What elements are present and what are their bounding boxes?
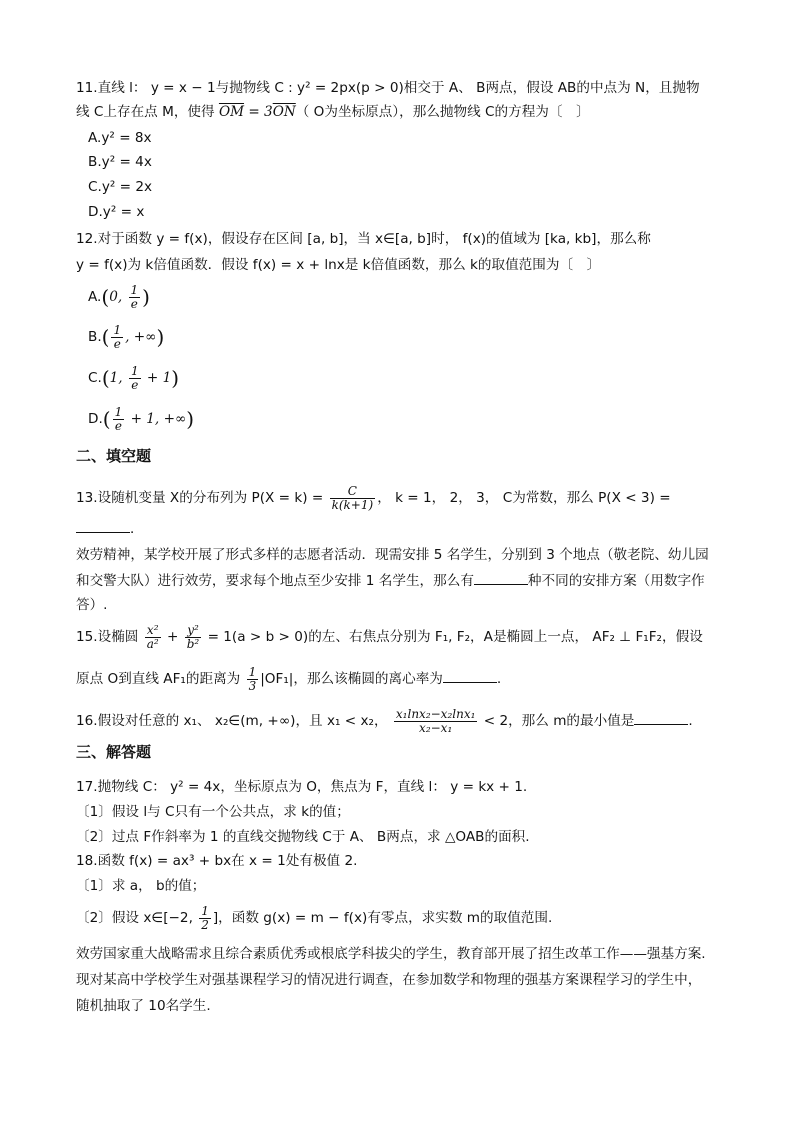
option-label: A. [88,289,102,305]
q12-option-c [88,363,179,393]
q11-line2-tail: （ O为坐标原点），那么抛物线 C的方程为〔 〕 [295,104,590,120]
q15-text-tail: |OF₁|，那么该椭圆的离心率为 [260,671,443,687]
q13-text: 13.设随机变量 X的分布列为 P(X = k) = [76,490,328,506]
option-text: + 1 [142,370,172,386]
q17-line2: 〔1〕假设 l与 C只有一个公共点，求 k的值； [76,804,350,820]
q11-option-a: A.y² = 8x [88,130,152,146]
q12-option-a [88,282,150,312]
q13-line2 [76,518,144,539]
fraction [247,666,259,693]
paren-open: ( [101,325,110,349]
denominator: 2 [201,917,209,932]
denominator: a² [146,636,159,651]
fraction-y [185,624,202,651]
denominator: e [131,377,139,392]
answer-blank[interactable] [634,710,688,725]
equals-three: = 3 [244,104,273,120]
denominator: x₂−x₁ [419,720,453,735]
paren-open: ( [102,407,111,431]
q11-line2-text: 线 C上存在点 M，使得 [76,104,219,120]
q11-option-d: D.y² = x [88,204,145,220]
period: ． [130,521,144,537]
q18-text: 〔2〕假设 x∈[−2, [76,910,198,926]
denominator: e [114,418,122,433]
q12-option-b [88,322,164,352]
section-heading-solutions: 三、解答题 [76,743,152,761]
denominator: b² [186,636,200,651]
q15-text-tail: = 1(a > b > 0)的左、右焦点分别为 F₁, F₂，A是椭圆上一点， AF₂ ⊥ F₁F₂，假设 [203,629,703,645]
q19-line3: 随机抽取了 10名学生. [76,998,211,1014]
q18-text-tail: ]，函数 g(x) = m − f(x)有零点，求实数 m的取值范围. [212,910,553,926]
numerator: 1 [113,322,122,337]
q18-line3 [76,903,552,933]
paren-close: ) [186,407,195,431]
numerator: 1 [114,404,123,419]
denominator: 3 [248,678,257,693]
q14-text-tail: 种不同的安排方案（用数字作 [527,573,705,589]
numerator: x₁lnx₂−x₂lnx₁ [395,706,476,721]
option-text: 0, [109,289,127,305]
option-label: D. [88,411,103,427]
q12-line2: y = f(x)为 k倍值函数．假设 f(x) = x + lnx是 k倍值函数，那么 k的取值范围为〔 〕 [76,257,601,273]
numerator: C [330,485,376,499]
answer-blank[interactable] [474,570,528,585]
q13-line1 [76,484,671,512]
numerator: x² [145,624,161,638]
fraction [394,708,478,735]
q12-option-d [88,404,194,434]
numerator: 1 [248,664,257,679]
q18-line1: 18.函数 f(x) = ax³ + bx在 x = 1处有极值 2. [76,853,358,869]
q19-line1: 效劳国家重大战略需求且综合素质优秀或根底学科拔尖的学生，教育部开展了招生改革工作——强基方案. [76,946,706,962]
q16-line1 [76,706,693,736]
option-text: , +∞ [125,329,157,345]
q17-line1: 17.抛物线 C： y² = 4x，坐标原点为 O，焦点为 F，直线 l： y = kx + 1. [76,779,528,795]
vector-on: $\overline{ON}$ [272,104,296,120]
answer-blank[interactable] [443,668,497,683]
q13-text-tail: ， k = 1， 2， 3， C为常数，那么 P(X < 3) = [377,490,671,506]
vector-om: $\overline{OM}$ [218,104,245,120]
fraction [111,324,123,351]
q15-line2 [76,664,501,694]
paren-close: ) [156,325,165,349]
period: . [496,671,502,687]
fraction-x [145,624,161,651]
numerator: y² [185,624,202,638]
q12-line1: 12.对于函数 y = f(x)，假设存在区间 [a, b]，当 x∈[a, b]时， f(x)的值域为 [ka, kb]，那么称 [76,231,651,247]
plus: + [162,629,183,645]
period: . [688,713,693,729]
q17-line3: 〔2〕过点 F作斜率为 1 的直线交抛物线 C于 A、 B两点，求 △OAB的面积. [76,829,530,845]
paren-open: ( [101,366,110,390]
option-label: C. [88,370,102,386]
answer-blank[interactable] [76,518,130,533]
option-text: + 1, +∞ [126,411,187,427]
numerator: 1 [130,363,139,378]
fraction [129,365,141,392]
paren-close: ) [142,285,150,309]
q16-text: 16.假设对任意的 x₁、 x₂∈(m, +∞)，且 x₁ < x₂， [76,713,392,729]
paren-close: ) [171,366,180,390]
denominator: e [113,336,121,351]
q14-line1: 效劳精神，某学校开展了形式多样的志愿者活动．现需安排 5 名学生，分别到 3 个地点（敬老院、幼儿园 [76,547,709,563]
fraction [199,905,211,932]
q18-line2: 〔1〕求 a， b的值； [76,878,206,894]
section-heading-fill-in: 二、填空题 [76,447,152,465]
q15-text: 15.设椭圆 [76,629,143,645]
q11-line1: 11.直线 l： y = x − 1与抛物线 C : y² = 2px(p > 0)相交于 A、 B两点，假设 AB的中点为 N，且抛物 [76,80,700,96]
q11-option-b: B.y² = 4x [88,154,152,170]
numerator: 1 [130,282,139,297]
denominator: e [130,296,138,311]
q14-line2 [76,570,705,591]
option-label: B. [88,329,102,345]
q11-line2 [76,102,590,122]
fraction [113,406,125,433]
paren-open: ( [101,285,110,309]
q15-line1 [76,622,703,652]
q14-text: 和交警大队）进行效劳，要求每个地点至少安排 1 名学生，那么有 [76,573,474,589]
numerator: 1 [201,903,209,918]
q11-option-c: C.y² = 2x [88,179,153,195]
denominator: k(k+1) [331,497,374,512]
q14-line3: 答）. [76,597,108,613]
q16-text-tail: < 2，那么 m的最小值是 [479,713,635,729]
fraction [129,284,141,311]
q19-line2: 现对某高中学校学生对强基课程学习的情况进行调查，在参加数学和物理的强基方案课程学习的学生中， [76,972,702,988]
fraction [330,485,376,512]
q15-text: 原点 O到直线 AF₁的距离为 [76,671,245,687]
option-text: 1, [109,370,127,386]
